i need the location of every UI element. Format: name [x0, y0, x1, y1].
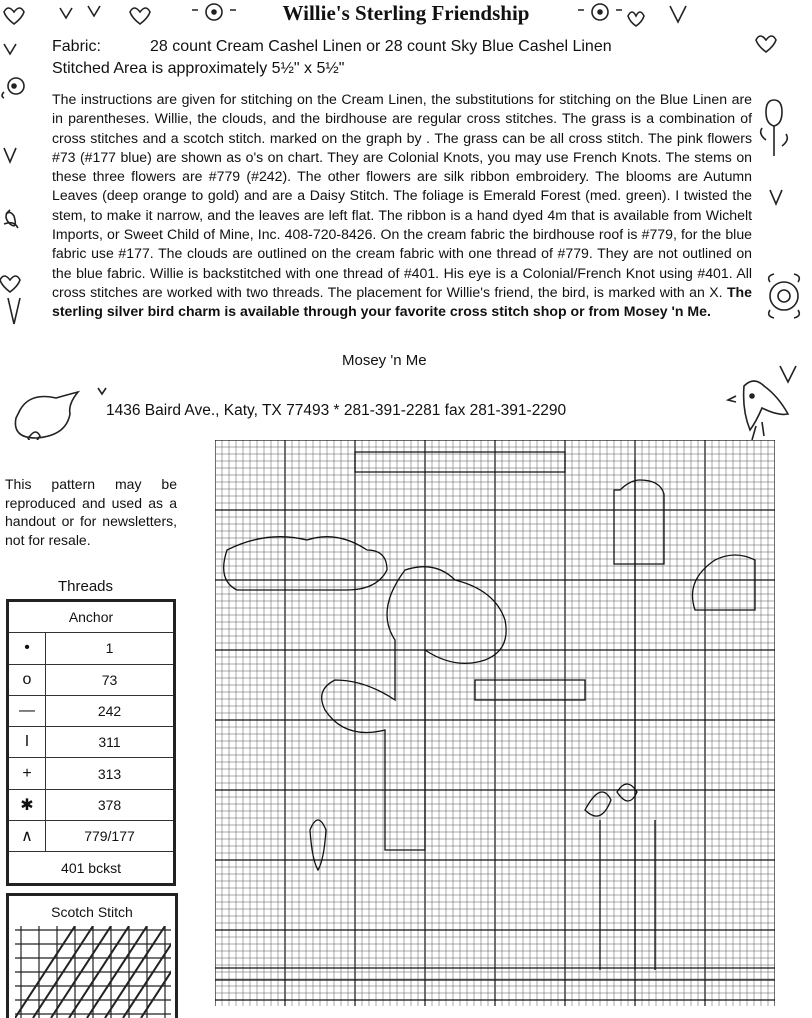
thread-anchor: 242	[97, 703, 122, 720]
threads-footer: 401 bckst	[61, 859, 121, 876]
thread-row	[9, 757, 173, 788]
thread-row	[9, 789, 173, 820]
instructions-text	[52, 90, 752, 322]
instructions-body: The instructions are given for stitching on the Cream Linen, the substitutions for stitching on the Blue Linen are in parentheses. Willie, the clouds, and the birdhouse are regular cross stitches. The grass is a combination of cross stitches and a scotch stitch. marked on the graph by . The grass can be all cross stitch. The pink flowers #73 (#177 blue) are shown as o's on chart. They are Colonial Knots, you may use French Knots. The stems on these three flowers are #779 (#242). The other flowers are silk ribbon embroidery. The blooms are Autumn Leaves (deep orange to gold) and are a Daisy Stitch. The foliage is Emerald Forest (med. green). I twisted the stem, to make it narrow, and the leaves are left flat. The ribbon is a hand dyed 4m that is available from Wichelt Imports, or Sweet Child of Mine, Inc. 408-720-8426. On the cream fabric the birdhouse roof is #779, for the blue fabric use #177. The clouds are outlined on the cream fabric with one thread of #779. They are not outlined on the blue fabric. Willie is backstitched with one thread of #401. His eye is a Colonial/French Knot using #401. All cross stitches are worked with two threads. The placement for Willie's friend, the bird, is marked with an X.	[52, 91, 752, 300]
cross-stitch-chart	[215, 440, 775, 1006]
charm-note: The sterling silver bird charm is available through your favorite cross stitch shop or from Mosey 'n Me.	[52, 283, 752, 320]
dot-symbol-icon: •	[9, 633, 46, 663]
caret-symbol-icon: ∧	[9, 821, 46, 851]
thread-anchor: 1	[105, 640, 114, 657]
company-name: Mosey 'n Me	[342, 352, 427, 369]
scotch-stitch-diagram-icon	[15, 926, 171, 1018]
pattern-title: Willie's Sterling Friendship	[282, 1, 530, 25]
asterisk-symbol-icon: ✱	[9, 790, 46, 820]
thread-row	[9, 820, 173, 851]
threads-header: Anchor	[68, 609, 114, 626]
thread-row	[9, 632, 173, 663]
threads-title: Threads	[58, 578, 114, 595]
scotch-stitch-label: Scotch Stitch	[51, 904, 133, 920]
threads-table	[6, 599, 176, 886]
fabric-value: 28 count Cream Cashel Linen or 28 count Sky Blue Cashel Linen	[150, 38, 612, 55]
thread-anchor: 378	[97, 796, 122, 813]
thread-anchor: 779/177	[84, 828, 135, 845]
thread-row	[9, 726, 173, 757]
fabric-line	[52, 37, 612, 56]
dash-symbol-icon: —	[9, 696, 46, 726]
circle-symbol-icon: o	[9, 665, 46, 695]
thread-row	[9, 664, 173, 695]
reproduction-note: This pattern may be reproduced and used as a handout or for newsletters, not for resale.	[5, 476, 177, 548]
threads-footer-row	[9, 851, 173, 882]
plus-symbol-icon: +	[9, 758, 46, 788]
thread-anchor: 73	[101, 671, 118, 688]
scotch-stitch-box	[6, 893, 178, 1018]
thread-anchor: 313	[97, 765, 122, 782]
thread-anchor: 311	[98, 734, 121, 751]
company-address: 1436 Baird Ave., Katy, TX 77493 * 281-391-2281 fax 281-391-2290	[106, 402, 567, 419]
threads-header-row	[9, 602, 173, 632]
fabric-label: Fabric:	[52, 38, 101, 55]
bar-symbol-icon: I	[9, 727, 46, 757]
stitched-area-text: Stitched Area is approximately 5½" x 5½"	[52, 60, 345, 77]
thread-row	[9, 695, 173, 726]
